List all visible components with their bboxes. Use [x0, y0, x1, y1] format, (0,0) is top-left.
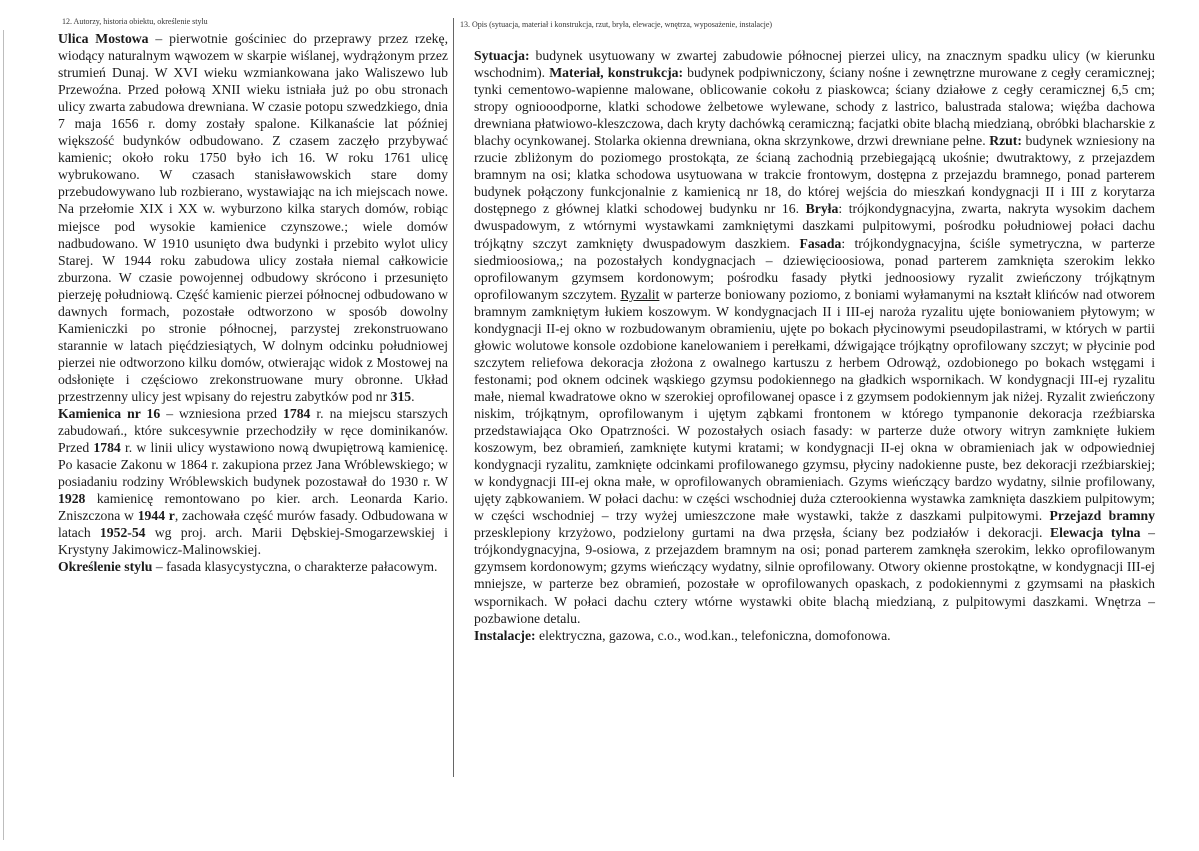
style-heading: Określenie stylu [58, 559, 153, 575]
mostowa-text-end: . [411, 388, 415, 404]
bryla-text: : trójkondygnacyjna, zwarta, nakryta wysokim dachem dwuspadowym, z wtórnymi wystawkami zamkniętymi daszkami pulpitowymi, pośrodku południowej połaci dachu trójkątny szczyt zamknięty dwuspadowym daszkiem. [474, 201, 1155, 251]
instalacje-label: Instalacje: [474, 627, 536, 643]
description-column [474, 47, 1155, 644]
elewacja-label: Elewacja tylna [1050, 525, 1141, 541]
rzut-label: Rzut: [989, 133, 1022, 149]
register-number: 315 [390, 388, 412, 404]
history-column [58, 30, 448, 576]
sytuacja-label: Sytuacja: [474, 48, 530, 63]
kamienica-text-d: kamienicę remontowano po kier. arch. Leonarda Kario. Zniszczona w [58, 491, 448, 524]
kamienica-text-b: r. na miejscu starszych zabudowań., które sukcesywnie przechodziły w ręce dominikanów. Przed [58, 406, 448, 456]
left-column-header: 12. Autorzy, historia obiektu, określenie stylu [62, 17, 208, 26]
bryla-label: Bryła [805, 201, 839, 217]
instalacje-text: elektryczna, gazowa, c.o., wod.kan., telefoniczna, domofonowa. [535, 627, 891, 643]
year-1784-b: 1784 [93, 440, 121, 456]
ryzalit-text: w parterze boniowany poziomo, z boniami wyłamanymi na kształt klińców nad otworem bramnym zamkniętym łukiem koszowym. W kondygnacjach II i III-ej naroża ryzalitu ujęte boniowaniem płytowym; w kondygnacji II-ej okno w rozbudowanym obramieniu, ujęte po bokach płycinowymi pseudopilastrami, w których w partii głowic wolutowe konsole ozdobione kanelowaniem i perełkami, dźwigające trójkątny oprofilowany szczyt; w płycinie pod szczytem reliefowa dekoracja złożona z owalnego kartuszu z herbem Odrowąż, ozdobionego po bokach wstęgami i festonami; pod oknem odcinek wąskiego gzymsu podokiennego na gładkich wspornikach. W kondygnacji III-ej ryzalitu małe, niemal kwadratowe okno w szerokiej oprofilowanej opasce i z gzymsem podokiennym jak niżej. Ryzalit zwieńczony niskim, trójkątnym, oprofilowanym i ujętym ząbkami frontonem w którego tympanonie dekoracja rzeźbiarska przedstawiająca Oko Opatrzności. W pozostałych osiach fasady: w parterze duże otwory witryn zamknięte łukiem koszowym, bez obramień, zamknięte kutymi kratami; w kondygnacji II-ej okna w obramieniach jak w odpowiedniej kondygnacji ryzalitu, zamknięte odcinkami profilowanego gzymsu, płyciny nadokienne puste, bez dekoracji rzeźbiarskiej; w kondygnacji III-ej okna małe, w oprofilowanych obramieniach. Gzyms wieńczący bardzo wydatny, silnie profilowany, ujęty ząbkowaniem. W połaci dachu: w części wschodniej duża czterookienna wystawka zamknięta daszkiem pulpitowym; w części wschodniej – trzy wyżej umieszczone małe wystawki, także z daszkami pulpitowymi. [474, 286, 1156, 524]
year-1944: 1944 r [137, 508, 175, 524]
mostowa-paragraph [58, 30, 448, 405]
ryzalit-word: Ryzalit [620, 286, 660, 302]
scan-edge-line [3, 30, 4, 840]
kamienica-paragraph [58, 405, 448, 558]
sytuacja-text: budynek usytuowany w zwartej zabudowie północnej pierzei ulicy, na znacznym spadku ulicy (w kierunku wschodnim). [474, 48, 1155, 81]
material-label: Materiał, konstrukcja: [549, 65, 684, 81]
kamienica-text-f: wg proj. arch. Marii Dębskiej-Smogarzewskiej i Krystyny Jakimowicz-Malinowskiej. [58, 525, 448, 558]
year-1784-a: 1784 [283, 406, 311, 422]
mostowa-heading: Ulica Mostowa [58, 31, 149, 46]
rzut-text: budynek wzniesiony na rzucie zbliżonym do poziomego prostokąta, ze ścianą zachodnią przebiegającą ukośnie; dwutraktowy, z przejazdem bramnym na osi; klatka schodowa usytuowana w trakcie frontowym, dostępna z przejazdu bramnego, ponad parterem budynek połączony funkcjonalnie z kamienicą nr 18, do której wejścia do mieszkań kondygnacji II i III z korytarza dostępnego z głównej klatki schodowej budynku nr 16. [474, 133, 1155, 217]
years-1952-54: 1952-54 [99, 525, 146, 541]
style-paragraph [58, 558, 448, 575]
instalacje-paragraph [474, 627, 1155, 644]
style-text: – fasada klasycystyczna, o charakterze pałacowym. [152, 559, 438, 575]
kamienica-text-e: , zachowała część murów fasady. Odbudowana w latach [58, 508, 448, 541]
column-divider [453, 18, 454, 777]
elewacja-text: – trójkondygnacyjna, 9-osiowa, z przejazdem bramnym na osi; ponad parterem zamknęła szerokim, lekko oprofilowanym gzymsem kordonowym; gzyms wieńczący wydatny, silnie oprofilowany. Otwory okienne prostokątne, w kondygnacji III-ej mniejsze, w parterze bez obramień, pozostałe w oprofilowanych opaskach, z podokiennymi z gzymsami na płaskich wspornikach. W połaci dachu cztery wtórne wystawki obite blachą miedzianą, z pulpitowymi daszkami. Wnętrza – pozbawione detalu. [474, 525, 1155, 626]
description-paragraph [474, 47, 1155, 627]
fasada-label: Fasada [799, 235, 842, 251]
przejazd-label: Przejazd bramny [1049, 508, 1155, 524]
year-1928: 1928 [58, 491, 86, 507]
kamienica-text-a: – wzniesiona przed [160, 406, 283, 422]
right-column-header: 13. Opis (sytuacja, materiał i konstrukcja, rzut, bryła, elewacje, wnętrza, wyposażenie, instalacje) [460, 20, 773, 29]
przejazd-text: przesklepiony krzyżowo, podzielony gurtami na dwa przęsła, ściany bez podziałów i dekoracji. [474, 525, 1051, 541]
material-text: budynek podpiwniczony, ściany nośne i zewnętrzne murowane z cegły ceramicznej; tynki cementowo-wapienne malowane, oblicowanie cokołu z piaskowca; ściany działowe z cegły ceramicznej 6,5 cm; stropy ogniooodporne, klatki schodowe żelbetowe wylewane, schody z lastrico, balustrada stalowa; więźba dachowa drewniana płatwiowo-kleszczowa, dach kryty dachówką ceramiczną; facjatki obite blachą miedzianą, obróbki blacharskie z blachy ocynkowanej. Stolarka okienna drewniana, okna skrzynkowe, drzwi drewniane pełne. [474, 65, 1155, 149]
kamienica-text-c: r. w linii ulicy wystawiono nową dwupiętrową kamienicę. Po kasacie Zakonu w 1864 r. zakupiona przez Jana Wróblewskiego; w posiadaniu rodziny Wróblewskich budynek pozostawał do 1930 r. W [58, 440, 448, 490]
kamienica-heading: Kamienica nr 16 [58, 406, 161, 422]
fasada-text: : trójkondygnacyjna, ściśle symetryczna, w parterze siedmioosiowa,; na pozostałych kondygnacjach – dziewięcioosiowa, ponad parterem zamknięta szerokim lekko oprofilowanym gzymsem kordonowym; pośrodku fasady płytki jednoosiowy ryzalit zwieńczony trójkątnym oprofilowanym szczytem. [474, 235, 1155, 302]
mostowa-text: – pierwotnie gościniec do przeprawy przez rzekę, wiodący naturalnym wąwozem w skarpie wiślanej, wydrążonym przez strumień Dunaj. W XVI wieku wzmiankowana jako Waliszewo lub Przewoźna. Przed połową XNII wieku istniała już po obu stronach ulicy zwarta zabudowa drewniana. W czasie potopu szwedzkiego, dnia 7 maja 1656 r. domy zostały spalone. Kilkanaście lat później większość budynków odbudowano. Z czasem zaczęło przybywać kamienic; około roku 1750 było ich 16. W roku 1761 ulicę wybrukowano. W czasach stanisławowskich stare domy przebudowywano lub rozbierano, wystawiając na ich miejscach nowe. Na przełomie XIX i XX w. wyburzono kilka starych domów, robiąc miejsce pod wysokie kamienice czynszowe.; wiele domów nadbudowano. W 1910 usunięto dwa budynki i przebito wylot ulicy Starej. W 1944 roku zabudowa ulicy została niemal całkowicie zburzona. W czasie powojennej odbudowy skrócono i przesunięto pierzeję południową. Część kamienic pierzei północnej odbudowano w dawnych formach, pozostałe odtworzono w sposób dowolny Kamieniczki po stronie północnej, parzystej zrekonstruowano starannie w latach pięćdziesiątych, W dolnym odcinku południowej pierzei nie odtworzono kilku domów, otwierając widok z Mostowej na odsłonięte i częściowo zrekonstruowane mury obronne. Układ przestrzenny ulicy jest wpisany do rejestru zabytków pod nr [58, 31, 448, 404]
